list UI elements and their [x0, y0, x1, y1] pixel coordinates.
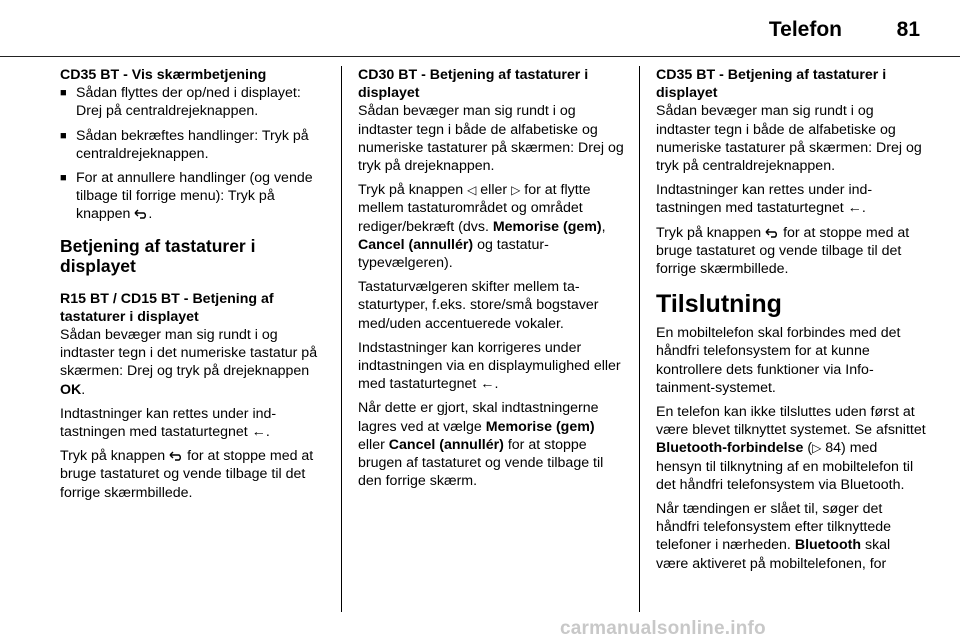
- paragraph: Tastaturvælgeren skifter mellem tastaturtyper, f.eks. store/små bogstaver med/uden accentuerede vokaler.: [358, 279, 599, 332]
- memorise-label: Memorise (gem): [485, 418, 595, 435]
- paragraph: Når dette er gjort, skal indtastningerne lagres ved at vælge Memorise (gem) eller Cancel (annullér) for at stoppe brugen af tastaturet og vende tilbage til den forrige skærm.: [358, 400, 604, 490]
- cancel-label: Cancel (annullér): [388, 436, 504, 453]
- column-1: [60, 66, 326, 508]
- backspace-icon: ←: [480, 376, 495, 393]
- column-3: [656, 66, 926, 579]
- right-arrow-icon: ▷: [511, 183, 521, 198]
- memorise-label: Memorise (gem): [492, 218, 602, 235]
- column-divider: [639, 66, 640, 612]
- left-arrow-icon: ◁: [467, 183, 477, 198]
- list-item: ■ For at annullere handlinger (og vende tilbage til forrige menu): Tryk på knappen .: [60, 170, 313, 223]
- paragraph: En mobiltelefon skal forbindes med det håndfri telefonsystem for at kunne kontrollere dets funktioner via Infotainment-systemet.: [656, 325, 901, 396]
- page-ref: 84: [825, 440, 842, 457]
- page-header: [0, 0, 960, 60]
- paragraph: Sådan bevæger man sig rundt i og indtaster tegn i det numeriske tastatur på skærmen: Drej og tryk på drejeknappen OK.: [60, 327, 318, 398]
- back-button-icon: [765, 228, 779, 238]
- backspace-icon: ←: [251, 424, 266, 441]
- bullet-list: [60, 84, 326, 223]
- paragraph: Tryk på knappen for at stoppe med at bruge tastaturet og vende tilbage til det forrige skærmbillede.: [656, 224, 910, 278]
- bluetooth-label: Bluetooth: [794, 537, 862, 554]
- backspace-icon: ←: [847, 200, 862, 217]
- list-item: ■ Sådan flyttes der op/ned i displayet: Drej på centraldrejeknappen.: [60, 85, 301, 120]
- paragraph: Sådan bevæger man sig rundt i og indtaster tegn i både de alfabetiske og numeriske tastaturer på skærmen: Drej og tryk på centraldrejeknappen.: [656, 103, 922, 175]
- bullet-icon: ■: [60, 87, 67, 100]
- paragraph: En telefon kan ikke tilsluttes uden først at være blevet tilknyttet systemet. Se afsnittet Bluetooth-forbindelse (▷ 84) med hensyn til tilknytning af en mobiltelefon til det håndfri telefonsystem via Bluetooth.: [656, 404, 926, 493]
- bullet-icon: ■: [60, 172, 67, 185]
- paragraph: Tryk på knappen ◁ eller ▷ for at flytte mellem tastaturområdet og området rediger/bekræft (dvs. Memorise (gem), Cancel (annullér) og tastaturtypevælgeren).: [358, 182, 606, 272]
- paragraph: Når tændingen er slået til, søger det håndfri telefonsystem efter tilknyttede telefoner i nærheden. Bluetooth skal være aktiveret på mobiltelefonen, for: [656, 501, 892, 572]
- page-ref-icon: ▷: [812, 441, 822, 456]
- cancel-label: Cancel (annullér): [358, 236, 474, 253]
- column-divider: [341, 66, 342, 612]
- section-title: Betjening af tastaturer i displayet: [60, 235, 256, 276]
- paragraph: Indtastninger kan rettes under indtastningen med tastaturtegnet ←.: [60, 405, 277, 441]
- subheading: CD35 BT - Betjening af tastaturer i displayet: [656, 67, 887, 102]
- page-title: Telefon: [768, 18, 842, 41]
- paragraph: Tryk på knappen for at stoppe med at bruge tastaturet og vende tilbage til det forrige skærmbillede.: [60, 448, 314, 501]
- subheading: CD30 BT - Betjening af tastaturer i displayet: [358, 67, 589, 102]
- bullet-icon: ■: [60, 129, 67, 142]
- section-title: Tilslutning: [656, 290, 782, 319]
- paragraph: Indtastninger kan rettes under indtastningen med tastaturtegnet ←.: [656, 182, 873, 217]
- list-item: ■ Sådan bekræftes handlinger: Tryk på centraldrejeknappen.: [60, 127, 309, 162]
- back-button-icon: [169, 451, 183, 461]
- paragraph: Sådan bevæger man sig rundt i og indtaster tegn i både de alfabetiske og numeriske tastaturer på skærmen: Drej og tryk på drejeknappen.: [358, 103, 624, 175]
- back-button-icon: [134, 209, 148, 219]
- watermark: carmanualsonline.info: [560, 618, 766, 639]
- column-2: [358, 66, 624, 496]
- subheading: R15 BT / CD15 BT - Betjening af tastaturer i displayet: [60, 290, 274, 325]
- page-number: 81: [896, 18, 920, 41]
- ok-label: OK: [60, 381, 82, 398]
- bluetooth-link[interactable]: Bluetooth-forbindelse: [656, 440, 804, 457]
- subheading: CD35 BT - Vis skærmbetjening: [60, 67, 267, 83]
- paragraph: Indstastninger kan korrigeres under indtastningen via en displaymulighed eller med tastaturtegnet ←.: [358, 339, 621, 393]
- header-rule: [0, 56, 960, 57]
